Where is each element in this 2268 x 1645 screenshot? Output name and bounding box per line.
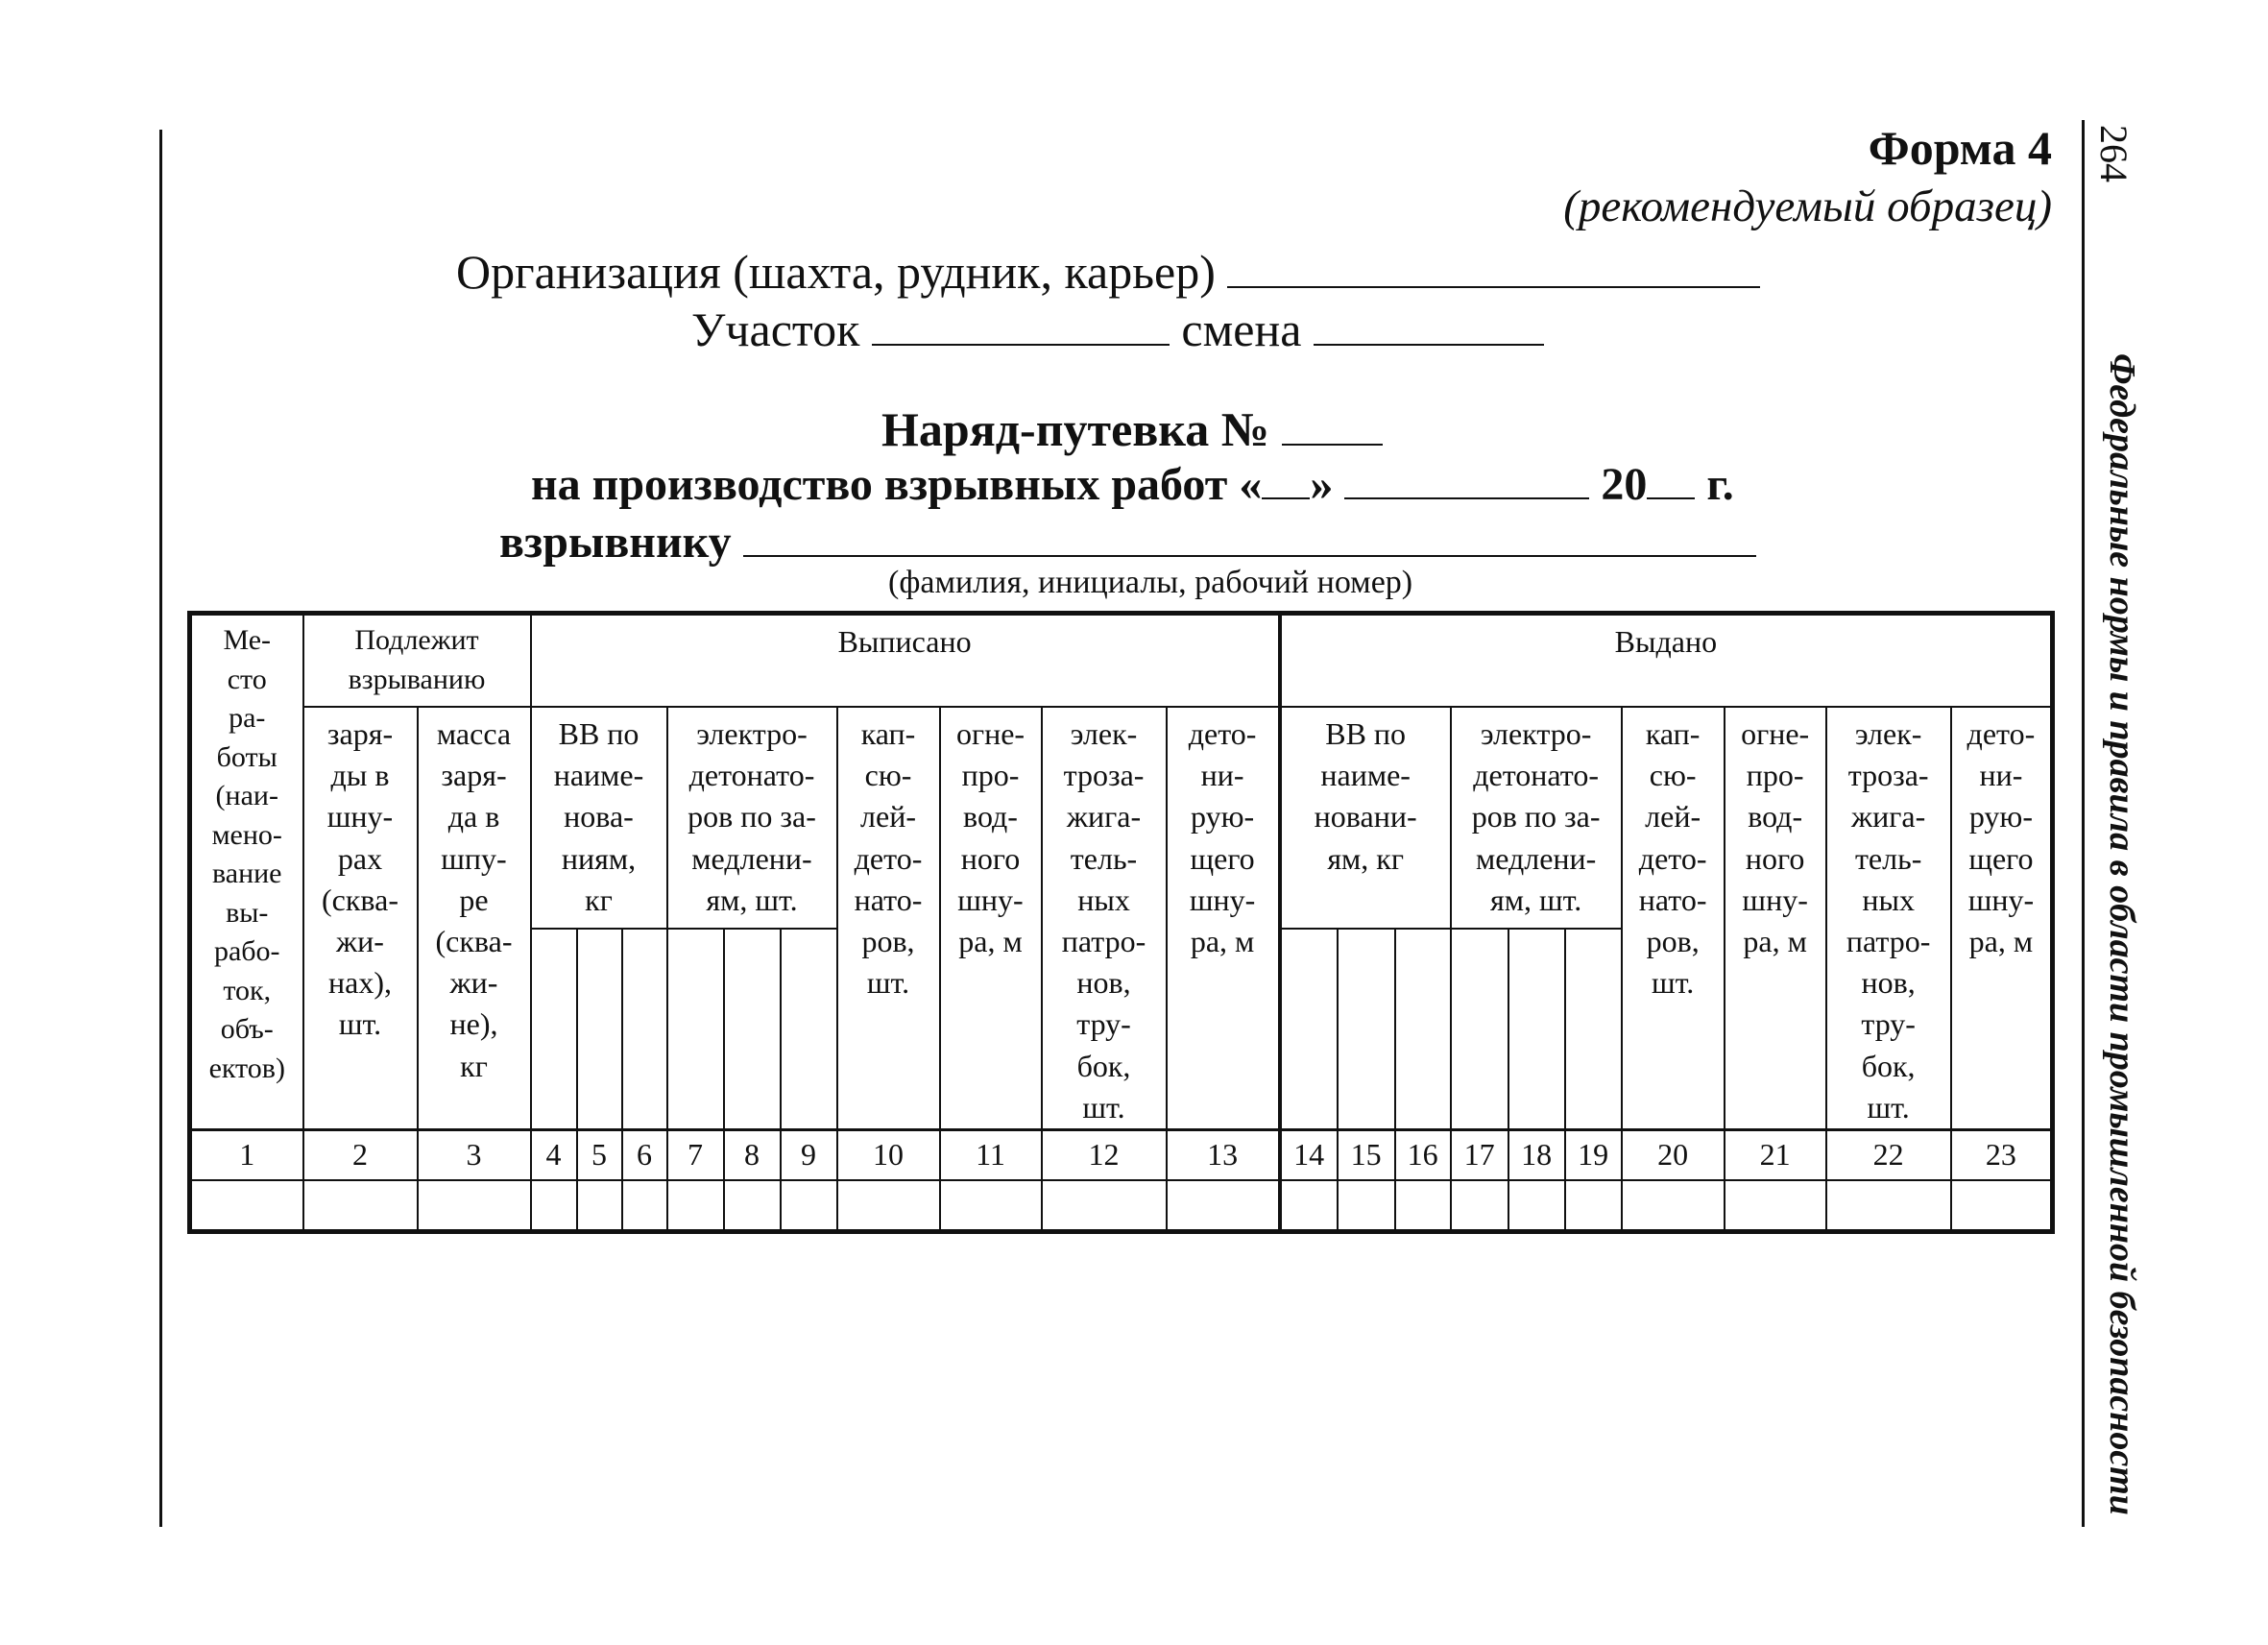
order-title — [881, 396, 1383, 457]
table-cell[interactable] — [1451, 1180, 1508, 1232]
order-year-blank[interactable] — [1647, 451, 1695, 499]
table-cell[interactable] — [1622, 1180, 1725, 1232]
col-det-cord-left-header: дето- ни- рую- щего шну- ра, м — [1167, 707, 1280, 1129]
order-subtitle-mid: » — [1310, 459, 1334, 510]
column-number: 6 — [622, 1129, 667, 1180]
col-place-header: Ме- сто ра- боты (наи- мено- вание вы- рабо- ток, объ- ектов) — [190, 614, 303, 1130]
table-header-row-2 — [190, 707, 2053, 929]
organization-line — [456, 238, 1760, 300]
right-margin-rule — [2082, 120, 2085, 1527]
page-number: 264 — [2092, 125, 2135, 182]
col-caps-left-header: кап- сю- лей- дето- нато- ров, шт. — [837, 707, 940, 1129]
column-number-row — [190, 1129, 2053, 1180]
shift-blank[interactable] — [1314, 296, 1544, 346]
section-label: Участок — [691, 302, 860, 356]
subcol-explosives-left-3 — [622, 929, 667, 1129]
table-cell[interactable] — [837, 1180, 940, 1232]
form-title: Форма 4 — [1868, 121, 2052, 175]
col-group-to-blast: Подлежит взрыванию — [303, 614, 531, 708]
col-igniters-left-header: элек- троза- жига- тель- ных патро- нов, тру- бок, шт. — [1042, 707, 1167, 1129]
column-number: 11 — [940, 1129, 1042, 1180]
table-cell[interactable] — [1725, 1180, 1826, 1232]
table-cell[interactable] — [303, 1180, 418, 1232]
organization-label: Организация (шахта, рудник, карьер) — [456, 245, 1216, 299]
subcol-explosives-right-3 — [1395, 929, 1451, 1129]
col-fuse-left-header: огне- про- вод- ного шну- ра, м — [940, 707, 1042, 1129]
order-year-suffix: г. — [1706, 459, 1734, 510]
table-cell[interactable] — [577, 1180, 622, 1232]
column-number: 7 — [667, 1129, 724, 1180]
table-cell[interactable] — [940, 1180, 1042, 1232]
column-number: 5 — [577, 1129, 622, 1180]
table-row — [190, 1180, 2053, 1232]
table-cell[interactable] — [1826, 1180, 1951, 1232]
table-cell[interactable] — [1508, 1180, 1565, 1232]
column-number: 8 — [724, 1129, 781, 1180]
form-table — [187, 611, 2055, 1234]
column-number: 15 — [1338, 1129, 1395, 1180]
table-cell[interactable] — [190, 1180, 303, 1232]
order-day-blank[interactable] — [1262, 451, 1310, 499]
col-detonators-left-header: электро- детонато- ров по за- медлени- ям, шт. — [667, 707, 837, 929]
column-number: 18 — [1508, 1129, 1565, 1180]
column-number: 4 — [531, 1129, 577, 1180]
order-subtitle-prefix: на производство взрывных работ « — [531, 459, 1263, 510]
column-number: 2 — [303, 1129, 418, 1180]
left-margin-rule — [159, 130, 162, 1527]
order-month-blank[interactable] — [1344, 451, 1589, 499]
table-cell[interactable] — [418, 1180, 531, 1232]
order-subtitle — [531, 451, 1734, 511]
table-cell[interactable] — [1395, 1180, 1451, 1232]
order-year-prefix: 20 — [1601, 459, 1648, 510]
column-number: 10 — [837, 1129, 940, 1180]
table-cell[interactable] — [667, 1180, 724, 1232]
col-explosives-right-header: ВВ по наиме- новани- ям, кг — [1280, 707, 1451, 929]
col-igniters-right-header: элек- троза- жига- тель- ных патро- нов, тру- бок, шт. — [1826, 707, 1951, 1129]
subcol-explosives-right-1 — [1280, 929, 1338, 1129]
recipient-caption: (фамилия, инициалы, рабочий номер) — [888, 565, 1413, 600]
col-caps-right-header: кап- сю- лей- дето- нато- ров, шт. — [1622, 707, 1725, 1129]
subcol-detonators-left-1 — [667, 929, 724, 1129]
order-recipient — [499, 509, 1756, 568]
col-detonators-right-header: электро- детонато- ров по за- медлени- ям, шт. — [1451, 707, 1622, 929]
subcol-explosives-left-1 — [531, 929, 577, 1129]
table-cell[interactable] — [781, 1180, 837, 1232]
subcol-detonators-right-2 — [1508, 929, 1565, 1129]
organization-blank[interactable] — [1227, 238, 1760, 288]
subcol-explosives-left-2 — [577, 929, 622, 1129]
col-fuse-right-header: огне- про- вод- ного шну- ра, м — [1725, 707, 1826, 1129]
column-number: 23 — [1951, 1129, 2053, 1180]
table-cell[interactable] — [1951, 1180, 2053, 1232]
order-number-blank[interactable] — [1282, 396, 1383, 446]
column-number: 12 — [1042, 1129, 1167, 1180]
section-blank[interactable] — [872, 296, 1170, 346]
running-title: Федеральные нормы и правила в области промышленной безопасности — [2102, 353, 2142, 1515]
column-number: 22 — [1826, 1129, 1951, 1180]
column-number: 14 — [1280, 1129, 1338, 1180]
col-charge-mass-header: масса заря- да в шпу- ре (сква- жи- не), кг — [418, 707, 531, 1129]
table-cell[interactable] — [1280, 1180, 1338, 1232]
subcol-detonators-left-3 — [781, 929, 837, 1129]
col-charges-header: заря- ды в шну- рах (сква- жи- нах), шт. — [303, 707, 418, 1129]
column-number: 3 — [418, 1129, 531, 1180]
table-header-row-1 — [190, 614, 2053, 708]
col-group-issued: Выдано — [1280, 614, 2053, 708]
table-cell[interactable] — [1167, 1180, 1280, 1232]
col-explosives-left-header: ВВ по наиме- нова- ниям, кг — [531, 707, 667, 929]
subcol-detonators-left-2 — [724, 929, 781, 1129]
form-subtitle: (рекомендуемый образец) — [1563, 181, 2052, 231]
subcol-explosives-right-2 — [1338, 929, 1395, 1129]
shift-label: смена — [1181, 302, 1302, 356]
recipient-label: взрывнику — [499, 517, 732, 568]
subcol-detonators-right-3 — [1565, 929, 1622, 1129]
column-number: 21 — [1725, 1129, 1826, 1180]
subcol-detonators-right-1 — [1451, 929, 1508, 1129]
column-number: 19 — [1565, 1129, 1622, 1180]
column-number: 9 — [781, 1129, 837, 1180]
column-number: 17 — [1451, 1129, 1508, 1180]
table-cell[interactable] — [724, 1180, 781, 1232]
table-cell[interactable] — [1565, 1180, 1622, 1232]
col-group-issued-by-order: Выписано — [531, 614, 1280, 708]
column-number: 20 — [1622, 1129, 1725, 1180]
column-number: 13 — [1167, 1129, 1280, 1180]
section-line — [691, 296, 1544, 357]
order-title-text: Наряд-путевка № — [881, 402, 1270, 456]
table-cell[interactable] — [531, 1180, 577, 1232]
table-cell[interactable] — [622, 1180, 667, 1232]
column-number: 1 — [190, 1129, 303, 1180]
table-cell[interactable] — [1338, 1180, 1395, 1232]
column-number: 16 — [1395, 1129, 1451, 1180]
table-cell[interactable] — [1042, 1180, 1167, 1232]
recipient-blank[interactable] — [743, 509, 1756, 557]
col-det-cord-right-header: дето- ни- рую- щего шну- ра, м — [1951, 707, 2053, 1129]
